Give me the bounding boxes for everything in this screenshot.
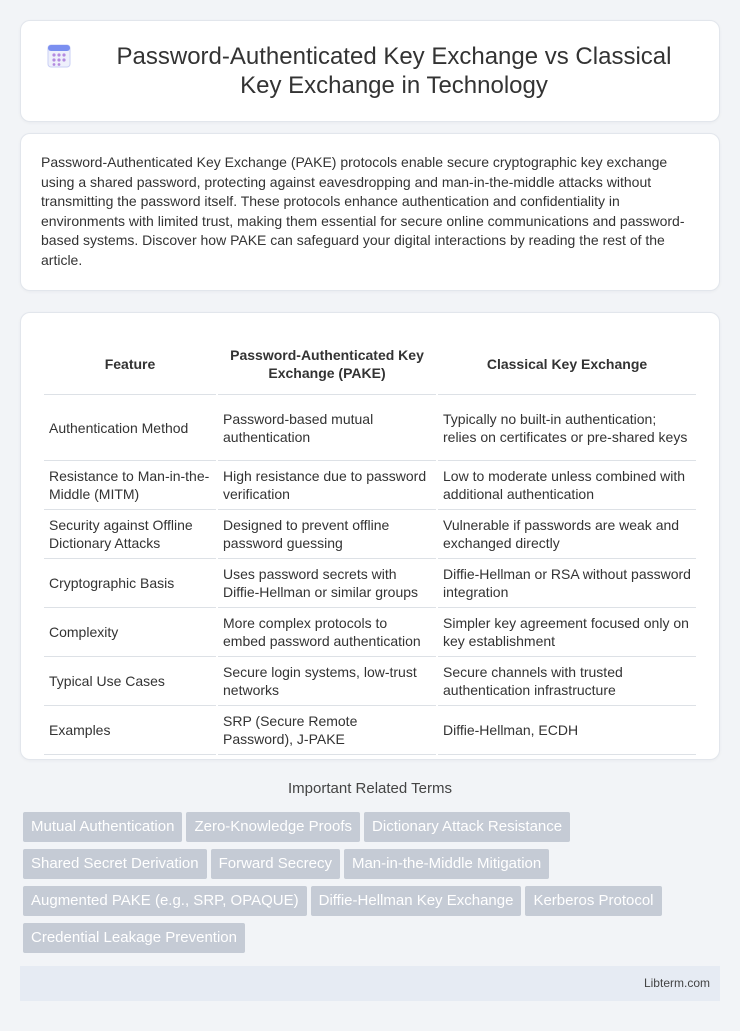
table-cell: Resistance to Man-in-the-Middle (MITM) [44,461,216,510]
table-cell: Vulnerable if passwords are weak and exchanged directly [438,510,696,559]
footer [20,966,720,1001]
column-header-pake: Password-Authenticated Key Exchange (PAKE) [218,333,436,395]
table-row [44,559,696,608]
table-row [44,706,696,755]
table-row [44,395,696,461]
table-cell: Secure channels with trusted authentication infrastructure [438,657,696,706]
table-row [44,657,696,706]
table-cell: Authentication Method [44,395,216,461]
header-card [20,20,720,122]
table-cell: Uses password secrets with Diffie-Hellman or similar groups [218,559,436,608]
table-cell: Typically no built-in authentication; relies on certificates or pre-shared keys [438,395,696,461]
related-term-tag[interactable]: Kerberos Protocol [525,886,661,916]
table-row [44,510,696,559]
related-term-tag[interactable]: Man-in-the-Middle Mitigation [344,849,549,879]
related-term-tag[interactable]: Zero-Knowledge Proofs [186,812,360,842]
table-cell: Security against Offline Dictionary Attacks [44,510,216,559]
table-header-row [44,333,696,395]
comparison-table [42,333,698,755]
table-cell: Examples [44,706,216,755]
table-cell: High resistance due to password verification [218,461,436,510]
related-term-tag[interactable]: Mutual Authentication [23,812,182,842]
column-header-classical: Classical Key Exchange [438,333,696,395]
related-term-tag[interactable]: Dictionary Attack Resistance [364,812,570,842]
table-cell: Simpler key agreement focused only on key establishment [438,608,696,657]
column-header-feature: Feature [44,333,216,395]
table-cell: Typical Use Cases [44,657,216,706]
table-cell: Low to moderate unless combined with additional authentication [438,461,696,510]
related-term-tag[interactable]: Shared Secret Derivation [23,849,207,879]
table-row [44,608,696,657]
intro-text: Password-Authenticated Key Exchange (PAKE) protocols enable secure cryptographic key exchange using a shared password, protecting against eavesdropping and man-in-the-middle attacks without transmitting the password itself. These protocols enhance authentication and confidentiality in environments with limited trust, making them essential for secure online communications and password-based systems. Discover how PAKE can safeguard your digital interactions by reading the rest of the article. [41,154,685,268]
table-cell: Secure login systems, low-trust networks [218,657,436,706]
footer-site-link[interactable]: Libterm.com [643,976,710,990]
related-term-tag[interactable]: Augmented PAKE (e.g., SRP, OPAQUE) [23,886,307,916]
table-cell: SRP (Secure Remote Password), J-PAKE [218,706,436,755]
table-icon [45,42,73,70]
table-row [44,461,696,510]
related-terms-title: Important Related Terms [288,780,452,797]
table-cell: Diffie-Hellman, ECDH [438,706,696,755]
related-term-tag[interactable]: Diffie-Hellman Key Exchange [311,886,522,916]
table-cell: Diffie-Hellman or RSA without password integration [438,559,696,608]
comparison-table-card [20,312,720,760]
table-cell: Complexity [44,608,216,657]
related-term-tag[interactable]: Credential Leakage Prevention [23,923,245,953]
table-cell: Designed to prevent offline password guessing [218,510,436,559]
table-cell: Password-based mutual authentication [218,395,436,461]
intro-card [20,133,720,291]
table-cell: Cryptographic Basis [44,559,216,608]
related-term-tag[interactable]: Forward Secrecy [211,849,340,879]
page-title: Password-Authenticated Key Exchange vs Classical Key Exchange in Technology [116,43,672,99]
related-terms-list [23,812,723,960]
table-cell: More complex protocols to embed password authentication [218,608,436,657]
